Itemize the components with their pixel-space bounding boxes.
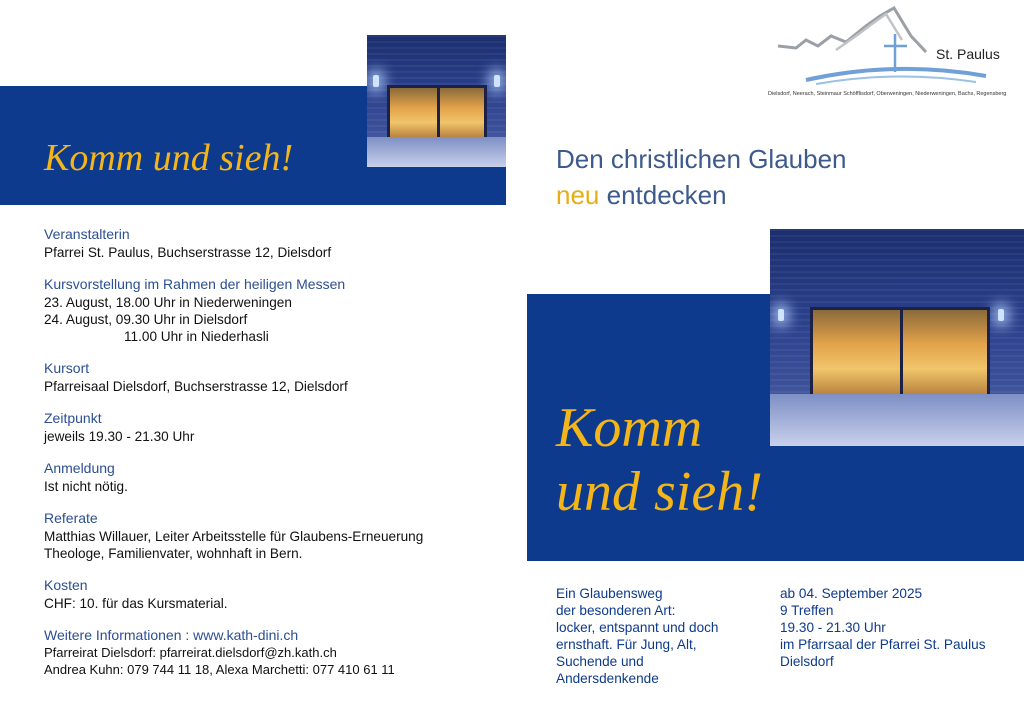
section-heading: Veranstalterin: [44, 226, 130, 242]
description-line: locker, entspannt und doch: [556, 620, 719, 635]
section-presentation: [44, 276, 484, 345]
right-heading-line1: Den christlichen Glauben: [556, 144, 847, 174]
course-description: [556, 585, 756, 687]
section-heading: Anmeldung: [44, 460, 115, 476]
schedule-line: Dielsdorf: [780, 654, 834, 669]
description-line: der besonderen Art:: [556, 603, 676, 618]
section-line: Theologe, Familienvater, wohnhaft in Bern.: [44, 546, 303, 561]
section-registration: [44, 460, 484, 495]
section-line: 24. August, 09.30 Uhr in Dielsdorf: [44, 312, 248, 327]
house-photo-small: [367, 35, 506, 167]
section-speaker: [44, 510, 484, 562]
section-heading: Kosten: [44, 577, 88, 593]
contact-email[interactable]: Pfarreirat Dielsdorf: pfarreirat.dielsdorf@zh.kath.ch: [44, 645, 337, 660]
schedule-line: ab 04. September 2025: [780, 586, 923, 601]
logo-subtitle: Dielsdorf, Neerach, Steinmaur Schöfflisdorf, Oberweningen, Niederweningen, Bachs, Regensberg: [768, 91, 1007, 97]
heading-rest: entdecken: [599, 180, 727, 210]
section-time: [44, 410, 484, 445]
section-heading: Kursort: [44, 360, 90, 376]
description-line: ernsthaft. Für Jung, Alt,: [556, 637, 697, 652]
section-heading: Referate: [44, 510, 98, 526]
section-line: 11.00 Uhr in Niederhasli: [124, 329, 269, 344]
section-line: 23. August, 18.00 Uhr in Niederweningen: [44, 295, 292, 310]
section-heading: Zeitpunkt: [44, 410, 102, 426]
section-line: Pfarreisaal Dielsdorf, Buchserstrasse 12, Dielsdorf: [44, 379, 348, 394]
section-line: CHF: 10. für das Kursmaterial.: [44, 596, 228, 611]
logo-name: St. Paulus: [936, 46, 1000, 62]
description-line: Andersdenkende: [556, 671, 659, 686]
section-organizer: [44, 226, 484, 261]
description-line: Suchende und: [556, 654, 644, 669]
wave-icon: [806, 69, 986, 80]
section-line: jeweils 19.30 - 21.30 Uhr: [44, 429, 195, 444]
section-costs: [44, 577, 484, 612]
right-heading-line2: [556, 180, 727, 211]
event-details: [44, 226, 484, 678]
description-line: Ein Glaubensweg: [556, 586, 663, 601]
schedule-line: im Pfarrsaal der Pfarrei St. Paulus: [780, 637, 986, 652]
schedule-line: 9 Treffen: [780, 603, 834, 618]
house-photo-large: [770, 229, 1024, 446]
section-heading: Kursvorstellung im Rahmen der heiligen Messen: [44, 276, 346, 292]
right-title-line1: Komm: [556, 397, 703, 459]
left-banner-title: Komm und sieh!: [44, 137, 294, 179]
section-line: Pfarrei St. Paulus, Buchserstrasse 12, Dielsdorf: [44, 245, 332, 260]
contact-phones: Andrea Kuhn: 079 744 11 18, Alexa Marchetti: 077 410 61 11: [44, 662, 395, 677]
more-info-link[interactable]: Weitere Informationen : www.kath-dini.ch: [44, 627, 299, 643]
heading-accent-word: neu: [556, 180, 600, 210]
section-line: Matthias Willauer, Leiter Arbeitsstelle für Glaubens-Erneuerung: [44, 529, 424, 544]
section-location: [44, 360, 484, 395]
section-more-info: [44, 627, 484, 678]
schedule-line: 19.30 - 21.30 Uhr: [780, 620, 886, 635]
right-title-line2: und sieh!: [556, 461, 763, 523]
course-schedule: [780, 585, 1020, 670]
section-line: Ist nicht nötig.: [44, 479, 128, 494]
